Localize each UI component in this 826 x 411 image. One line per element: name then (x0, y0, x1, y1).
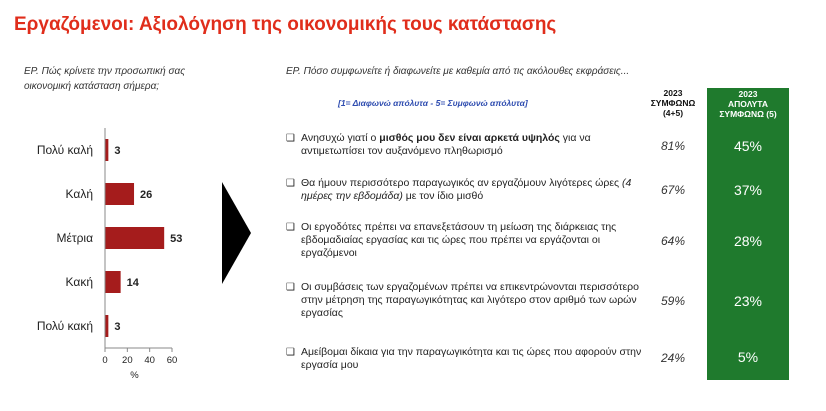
left-question: ΕΡ. Πώς κρίνετε την προσωπική σας οικονομική κατάσταση σήμερα; (24, 66, 186, 92)
data-label: 3 (114, 145, 121, 157)
x-tick-label: 60 (166, 355, 178, 366)
data-label: 26 (140, 189, 153, 201)
category-label: Καλή (65, 187, 93, 201)
strong-agree-value: 23% (733, 293, 763, 309)
category-label: Κακή (65, 275, 93, 289)
bar (105, 271, 121, 293)
checkbox-icon: ❑ (286, 222, 295, 233)
strong-agree-value: 28% (733, 233, 763, 249)
statement-row: ❑ Θα ήμουν περισσότερο παραγωγικός αν εργαζόμουν λιγότερες ώρες (4 ημέρες την εβδομάδα) με τον ίδιο μισθό (286, 177, 632, 202)
category-label: Πολύ καλή (36, 143, 93, 157)
x-axis-label: % (130, 370, 139, 381)
x-tick-label: 20 (122, 355, 133, 366)
strong-agree-column-header: 2023 ΑΠΟΛΥΤΑ ΣΥΜΦΩΝΩ (5) (719, 89, 777, 119)
agree-value: 67% (660, 183, 686, 197)
data-label: 53 (170, 233, 183, 245)
agree-value: 64% (660, 234, 686, 248)
page-title: Εργαζόμενοι: Αξιολόγηση της οικονομικής τους κατάστασης (14, 14, 557, 35)
strong-agree-value: 45% (733, 138, 763, 154)
bar (105, 139, 108, 161)
scale-note: [1= Διαφωνώ απόλυτα - 5= Συμφωνώ απόλυτα] (338, 98, 528, 108)
statement-row: ❑ Αμείβομαι δίκαια για την παραγωγικότητα και τις ώρες που αφορούν στην εργασία μου (286, 346, 642, 371)
checkbox-icon: ❑ (286, 178, 295, 189)
data-label: 3 (114, 321, 121, 333)
checkbox-icon: ❑ (286, 282, 295, 293)
statement-row: ❑ Οι συμβάσεις των εργαζομένων πρέπει να επικεντρώνονται περισσότερο στην μέτρηση της παραγωγικότητας και λιγότερο στον αριθμό των ωρών εργασίας (286, 281, 639, 319)
statement-row: ❑ Ανησυχώ γιατί ο μισθός μου δεν είναι αρκετά υψηλός για να αντιμετωπίσει τον αυξανόμενο πληθωρισμό (286, 132, 591, 157)
x-tick-label: 0 (102, 355, 108, 366)
strong-agree-value: 37% (733, 182, 763, 198)
agree-value: 59% (660, 294, 686, 308)
arrow-icon (222, 182, 251, 284)
bar (105, 183, 134, 205)
agree-column-header: 2023 ΣΥΜΦΩΝΩ (4+5) (650, 88, 696, 118)
category-label: Μέτρια (56, 231, 93, 245)
bar (105, 227, 164, 249)
bar (105, 315, 108, 337)
category-label: Πολύ κακή (36, 319, 93, 333)
x-tick-label: 40 (144, 355, 155, 366)
checkbox-icon: ❑ (286, 133, 295, 144)
agree-value: 81% (660, 139, 686, 153)
statement-row: ❑ Οι εργοδότες πρέπει να επανεξετάσουν τη μείωση της διάρκειας της εβδομαδιαίας εργασίας και τις ώρες που πρέπει να εργάζονται οι εργαζόμενοι (286, 221, 617, 259)
agree-value: 24% (660, 351, 686, 365)
checkbox-icon: ❑ (286, 347, 295, 358)
data-label: 14 (126, 277, 139, 289)
right-question: ΕΡ. Πόσο συμφωνείτε ή διαφωνείτε με καθεμία από τις ακόλουθες εκφράσεις... (286, 66, 630, 77)
strong-agree-value: 5% (737, 349, 759, 365)
